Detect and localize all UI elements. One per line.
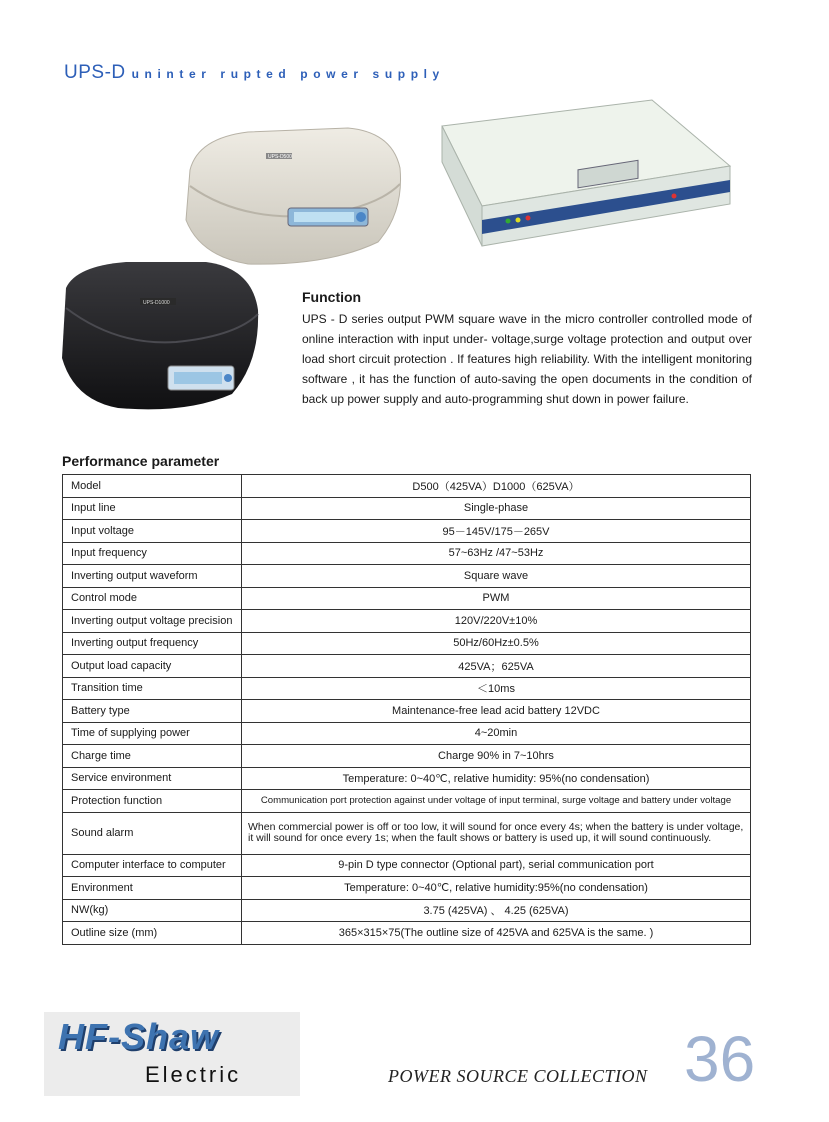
table-row: [63, 700, 751, 723]
param-value: 57~63Hz /47~53Hz: [242, 542, 751, 565]
table-row: [63, 745, 751, 768]
table-row: [63, 767, 751, 790]
param-value: Single-phase: [242, 497, 751, 520]
table-row: [63, 587, 751, 610]
param-key: NW(kg): [63, 899, 242, 922]
page-number: 36: [684, 1023, 756, 1095]
param-key: Protection function: [63, 790, 242, 813]
function-description: UPS - D series output PWM square wave in the micro controller controlled mode of online interaction with input under- voltage,surge voltage protection and output over load short circuit protection . If features high reliability. With the intelligent monitoring software , it has the function of auto-saving the open documents in the condition of back up power supply and auto-programming shut down in power failure.: [302, 312, 752, 406]
param-key: Inverting output frequency: [63, 632, 242, 655]
table-row: [63, 632, 751, 655]
ups-white-product-photo: [178, 124, 406, 274]
param-key: Control mode: [63, 587, 242, 610]
table-row: [63, 610, 751, 633]
param-value: Square wave: [242, 565, 751, 588]
param-key: Input frequency: [63, 542, 242, 565]
param-key: Outline size (mm): [63, 922, 242, 945]
param-value: 50Hz/60Hz±0.5%: [242, 632, 751, 655]
param-key: Inverting output voltage precision: [63, 610, 242, 633]
param-value: Temperature: 0~40℃, relative humidity: 95%(no condensation): [242, 767, 751, 790]
table-row: [63, 542, 751, 565]
param-key: Inverting output waveform: [63, 565, 242, 588]
table-row: [63, 497, 751, 520]
company-logo: HF-Shaw: [58, 1016, 220, 1057]
param-value: ＜10ms: [242, 677, 751, 700]
param-key: Input voltage: [63, 520, 242, 543]
function-heading: Function: [302, 289, 362, 305]
param-value: D500（425VA）D1000（625VA）: [242, 475, 751, 498]
param-value: Maintenance-free lead acid battery 12VDC: [242, 700, 751, 723]
table-row: [63, 565, 751, 588]
param-value: 425VA；625VA: [242, 655, 751, 678]
param-key: Environment: [63, 877, 242, 900]
param-value: Temperature: 0~40℃, relative humidity:95%(no condensation): [242, 877, 751, 900]
ups-black-product-photo: [56, 258, 262, 416]
table-row: [63, 922, 751, 945]
title-brand: UPS-D: [64, 62, 126, 83]
table-row: [63, 790, 751, 813]
param-value: 365×315×75(The outline size of 425VA and 625VA is the same. ): [242, 922, 751, 945]
param-value: Charge 90% in 7~10hrs: [242, 745, 751, 768]
product-label-white: UPS-D500: [268, 154, 292, 160]
param-key: Service environment: [63, 767, 242, 790]
table-row: [63, 877, 751, 900]
param-value: 3.75 (425VA) 、 4.25 (625VA): [242, 899, 751, 922]
param-value: 9-pin D type connector (Optional part), serial communication port: [242, 854, 751, 877]
product-label-black: UPS-D1000: [143, 300, 170, 306]
param-key: Model: [63, 475, 242, 498]
page-title: [64, 62, 445, 84]
performance-heading: Performance parameter: [62, 453, 220, 469]
param-value: 120V/220V±10%: [242, 610, 751, 633]
param-key: Sound alarm: [63, 812, 242, 854]
company-logo-subtitle: Electric: [145, 1062, 242, 1087]
table-row: [63, 475, 751, 498]
param-value: Communication port protection against under voltage of input terminal, surge voltage and battery under voltage: [242, 790, 751, 813]
param-value: 4~20min: [242, 722, 751, 745]
param-key: Transition time: [63, 677, 242, 700]
collection-title: POWER SOURCE COLLECTION: [388, 1066, 648, 1086]
param-key: Output load capacity: [63, 655, 242, 678]
table-row: [63, 899, 751, 922]
table-row: [63, 677, 751, 700]
table-row: [63, 812, 751, 854]
performance-table: [62, 474, 751, 945]
param-key: Charge time: [63, 745, 242, 768]
ups-gray-product-photo: [438, 96, 734, 256]
param-key: Computer interface to computer: [63, 854, 242, 877]
table-row: [63, 655, 751, 678]
table-row: [63, 854, 751, 877]
param-value: PWM: [242, 587, 751, 610]
table-row: [63, 722, 751, 745]
param-key: Battery type: [63, 700, 242, 723]
param-value: 95－145V/175－265V: [242, 520, 751, 543]
param-key: Input line: [63, 497, 242, 520]
title-subtitle: uninter rupted power supply: [131, 67, 445, 81]
param-value: When commercial power is off or too low, it will sound for once every 4s; when the battery is under voltage, it will sound for once every 1s; when the fault shows or battery is used up, it will sound continuously.: [242, 812, 751, 854]
param-key: Time of supplying power: [63, 722, 242, 745]
table-row: [63, 520, 751, 543]
